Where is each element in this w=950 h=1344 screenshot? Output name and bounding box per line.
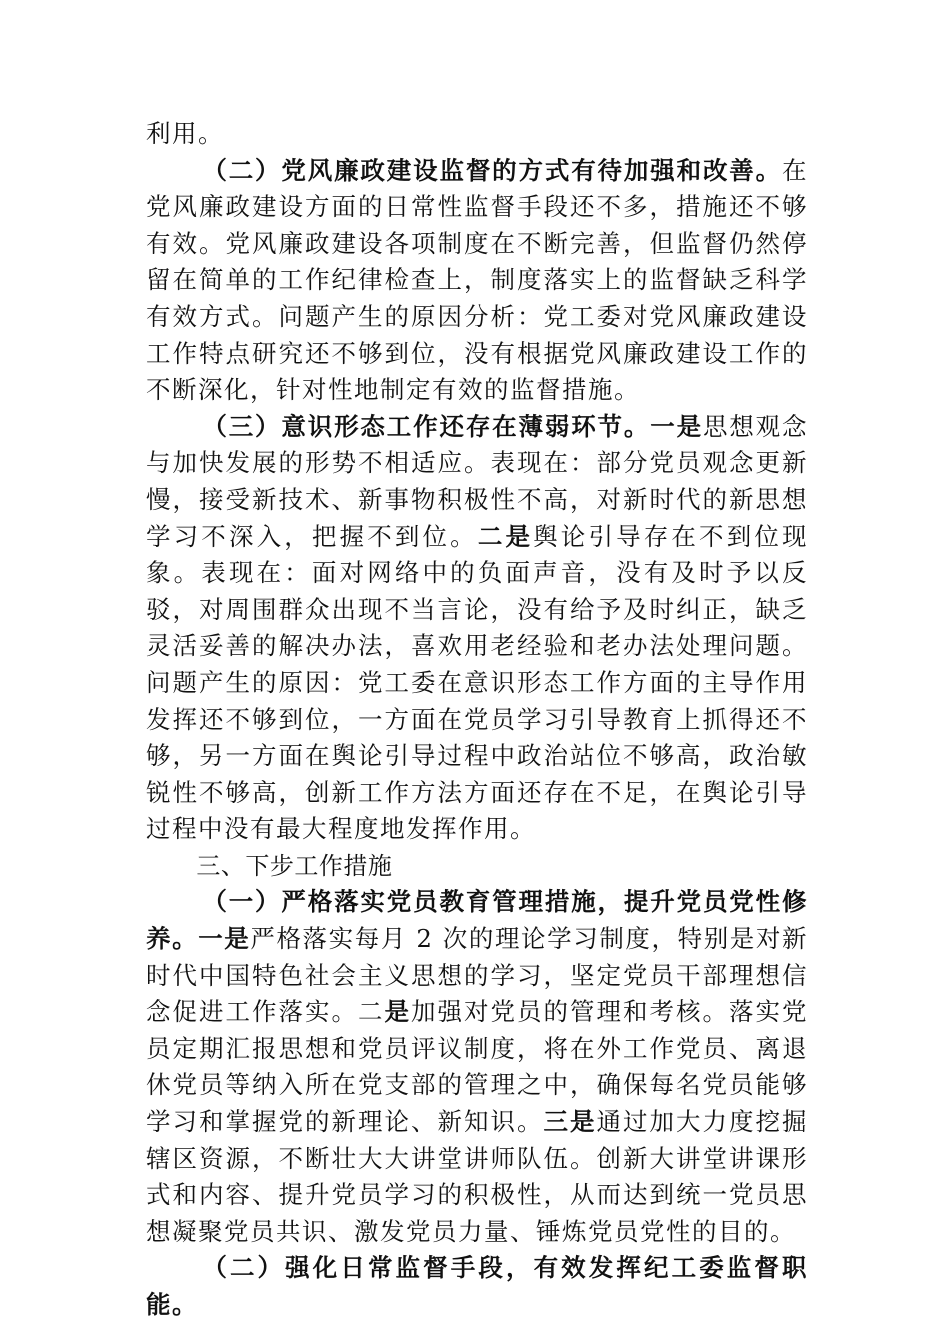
paragraph-daily-supervision (146, 1250, 808, 1323)
paragraph-text: 思想观念与加快发展的形势不相适应。表现在：部分党员观念更新慢，接受新技术、新事物积极性不高，对新时代的新思想学习不深入，把握不到位。 (146, 411, 809, 551)
paragraph-lead: （二）党风廉政建设监督的方式有待加强和改善。 (202, 155, 782, 185)
paragraph-text: 通过加大力度挖掘辖区资源，不断壮大大讲堂讲师队伍。创新大讲堂讲课形式和内容、提升党员学习的积极性，从而达到统一党员思想凝聚党员共识、激发党员力量、锤炼党员党性的目的。 (146, 1107, 808, 1246)
paragraph-text: 严格落实每月 2 次的理论学习制度，特别是对新时代中国特色社会主义思想的学习，坚定党员干部理想信念促进工作落实。二 (146, 924, 808, 1027)
paragraph-marker: 二是 (477, 521, 534, 551)
document-body (146, 116, 808, 1324)
paragraph-party-education (146, 884, 808, 1250)
paragraph-marker: 三是 (543, 1107, 597, 1137)
paragraph-lead: （二）强化日常监督手段，有效发挥纪工委监督职能。 (146, 1253, 808, 1319)
paragraph-text: 加强对党员的管理和考核。落实党员定期汇报思想和党员评议制度，将在外工作党员、离退休党员等纳入所在党支部的管理之中，确保每名党员能够学习和掌握党的新理论、新知识。 (146, 997, 808, 1137)
paragraph-text: 利用。 (146, 119, 224, 148)
section-heading: 三、下步工作措施 (196, 851, 393, 880)
paragraph-text: 在党风廉政建设方面的日常性监督手段还不多，措施还不够有效。党风廉政建设各项制度在不断完善，但监督仍然停留在简单的工作纪律检查上，制度落实上的监督缺乏科学有效方式。问题产生的原因分析：党工委对党风廉政建设工作特点研究还不够到位，没有根据党风廉政建设工作的不断深化，针对性地制定有效的监督措施。 (146, 155, 808, 405)
paragraph-continuation (146, 116, 808, 153)
paragraph-lead: （三）意识形态工作还存在薄弱环节。 (202, 411, 651, 441)
paragraph-supervision-methods (146, 153, 808, 409)
paragraph-marker: 一是 (650, 411, 703, 441)
paragraph-ideology-work (146, 409, 808, 848)
paragraph-text: 舆论引导存在不到位现象。表现在：面对网络中的负面声音，没有及时予以反驳，对周围群众出现不当言论，没有给予及时纠正，缺乏灵活妥善的解决办法，喜欢用老经验和老办法处理问题。问题产生的原因：党工委在意识形态工作方面的主导作用发挥还不够到位，一方面在党员学习引导教育上抓得还不够，另一方面在舆论引导过程中政治站位不够高，政治敏锐性不够高，创新工作方法方面还存在不足，在舆论引导过程中没有最大程度地发挥作用。 (146, 521, 809, 844)
paragraph-lead: （一）严格落实党员教育管理措施，提升党员党性修养。 (146, 887, 808, 954)
paragraph-marker: 一是 (198, 924, 251, 954)
paragraph-marker: 是 (384, 997, 411, 1027)
